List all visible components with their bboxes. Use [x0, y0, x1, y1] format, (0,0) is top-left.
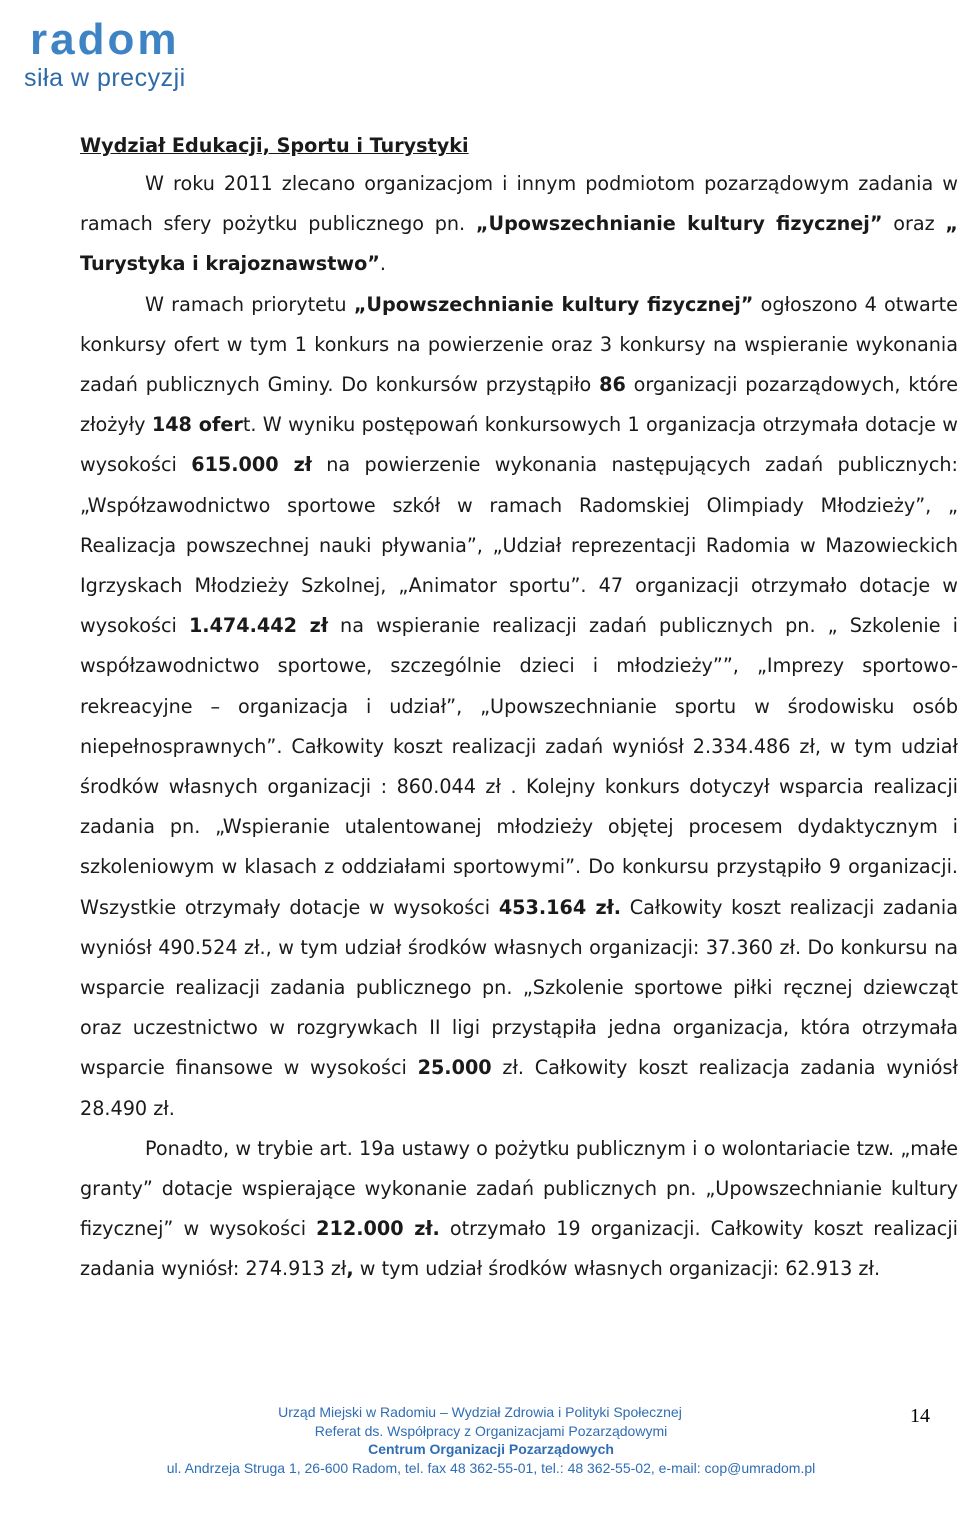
section-heading: Wydział Edukacji, Sportu i Turystyki [80, 134, 469, 157]
paragraph-1 [80, 164, 958, 285]
p1-bold: „Upowszechnianie kultury fizycznej” [475, 212, 883, 236]
p1-bold: „ Turystyka i krajoznawstwo” [80, 212, 959, 276]
p3-text: w tym udział środków własnych organizacji: 62.913 zł. [353, 1257, 881, 1281]
logo-tagline: siła w precyzji [24, 64, 186, 92]
p2-text: zł. Całkowity koszt realizacja zadania wyniósł 28.490 zł. [80, 1056, 958, 1120]
p1-text: oraz [882, 212, 946, 236]
p2-text: ogłoszono 4 otwarte konkursy ofert w tym 1 konkurs na powierzenie oraz 3 konkursy na wspieranie wykonania zadań publicznych Gminy. Do konkursów przystąpiło [80, 292, 958, 397]
footer-line-office: Urząd Miejski w Radomiu – Wydział Zdrowia i Polityki Społecznej [278, 1404, 682, 1420]
p2-text: Całkowity koszt realizacji zadania wyniósł 490.524 zł., w tym udział środków własnych organizacji: 37.360 zł. Do konkursu na wsparcie realizacji zadania publicznego pn. „Szkolenie sportowe piłki ręcznej dziewcząt oraz uczestnictwo w rozgrywkach II ligi przystąpiła jedna organizacja, która otrzymała wsparcie finansowe w wysokości [80, 895, 958, 1080]
radom-logo [20, 15, 220, 92]
p2-text: t. W wyniku postępowań konkursowych 1 organizacja otrzymała dotacje w wysokości [80, 413, 958, 477]
page-footer [0, 1403, 960, 1477]
p3-text: otrzymało 19 organizacji. Całkowity koszt realizacji zadania wyniósł: 274.913 zł [80, 1217, 958, 1281]
p2-text: W ramach priorytetu [145, 292, 354, 316]
page-number: 14 [910, 1405, 930, 1427]
p3-bold: , [346, 1257, 354, 1281]
p2-bold: 148 ofer [151, 413, 243, 437]
p2-bold: 1.474.442 zł [188, 614, 328, 638]
document-body [80, 128, 958, 1290]
p2-bold: 86 [599, 373, 626, 397]
p2-bold: 453.164 zł. [498, 895, 622, 919]
p1-text: W roku 2011 zlecano organizacjom i innym podmiotom pozarządowym zadania w ramach sfery pożytku publicznego pn. [80, 172, 958, 236]
p2-text: organizacji pozarządowych, które złożyły [80, 373, 958, 437]
p2-text: na wspieranie realizacji zadań publicznych pn. „ Szkolenie i współzawodnictwo sportowe, szczególnie dzieci i młodzieży””, „Imprezy sportowo-rekreacyjne – organizacja i udział”, „Upowszechnianie sportu w środowisku osób niepełnosprawnych”. Całkowity koszt realizacji zadań wyniósł 2.334.486 zł, w tym udział środków własnych organizacji : 860.044 zł . Kolejny konkurs dotyczył wsparcia realizacji zadania pn. „Wspieranie utalentowanej młodzieży objętej procesem dydaktycznym i szkoleniowym w klasach z oddziałami sportowymi”. Do konkursu przystąpiło 9 organizacji. Wszystkie otrzymały dotacje w wysokości [80, 614, 958, 919]
footer-line-contact: ul. Andrzeja Struga 1, 26-600 Radom, tel. fax 48 362-55-01, tel.: 48 362-55-02, e-mail: cop@umradom.pl [166, 1459, 816, 1476]
logo-wordmark: radom [30, 15, 180, 64]
p2-bold: „Upowszechnianie kultury fizycznej” [353, 292, 754, 316]
p3-text: Ponadto, w trybie art. 19a ustawy o pożytku publicznym i o wolontariacie tzw. „małe granty” dotacje wspierające wykonanie zadań publicznych pn. „Upowszechnianie kultury fizycznej” w wysokości [80, 1136, 958, 1241]
paragraph-2 [80, 285, 958, 1129]
p3-bold: 212.000 zł. [316, 1217, 440, 1241]
p1-text: . [379, 252, 387, 276]
footer-line-centre: Centrum Organizacji Pozarządowych [368, 1441, 614, 1457]
p2-bold: 615.000 zł [191, 453, 312, 477]
footer-line-referat: Referat ds. Współpracy z Organizacjami Pozarządowymi [314, 1422, 668, 1439]
paragraph-3 [80, 1129, 958, 1290]
p2-bold: 25.000 [417, 1056, 492, 1080]
p2-text: na powierzenie wykonania następujących zadań publicznych: „Współzawodnictwo sportowe szkół w ramach Radomskiej Olimpiady Młodzieży”, „ Realizacja powszechnej nauki pływania”, „Udział reprezentacji Radomia w Mazowieckich Igrzyskach Młodzieży Szkolnej, „Animator sportu”. 47 organizacji otrzymało dotacje w wysokości [80, 453, 958, 638]
